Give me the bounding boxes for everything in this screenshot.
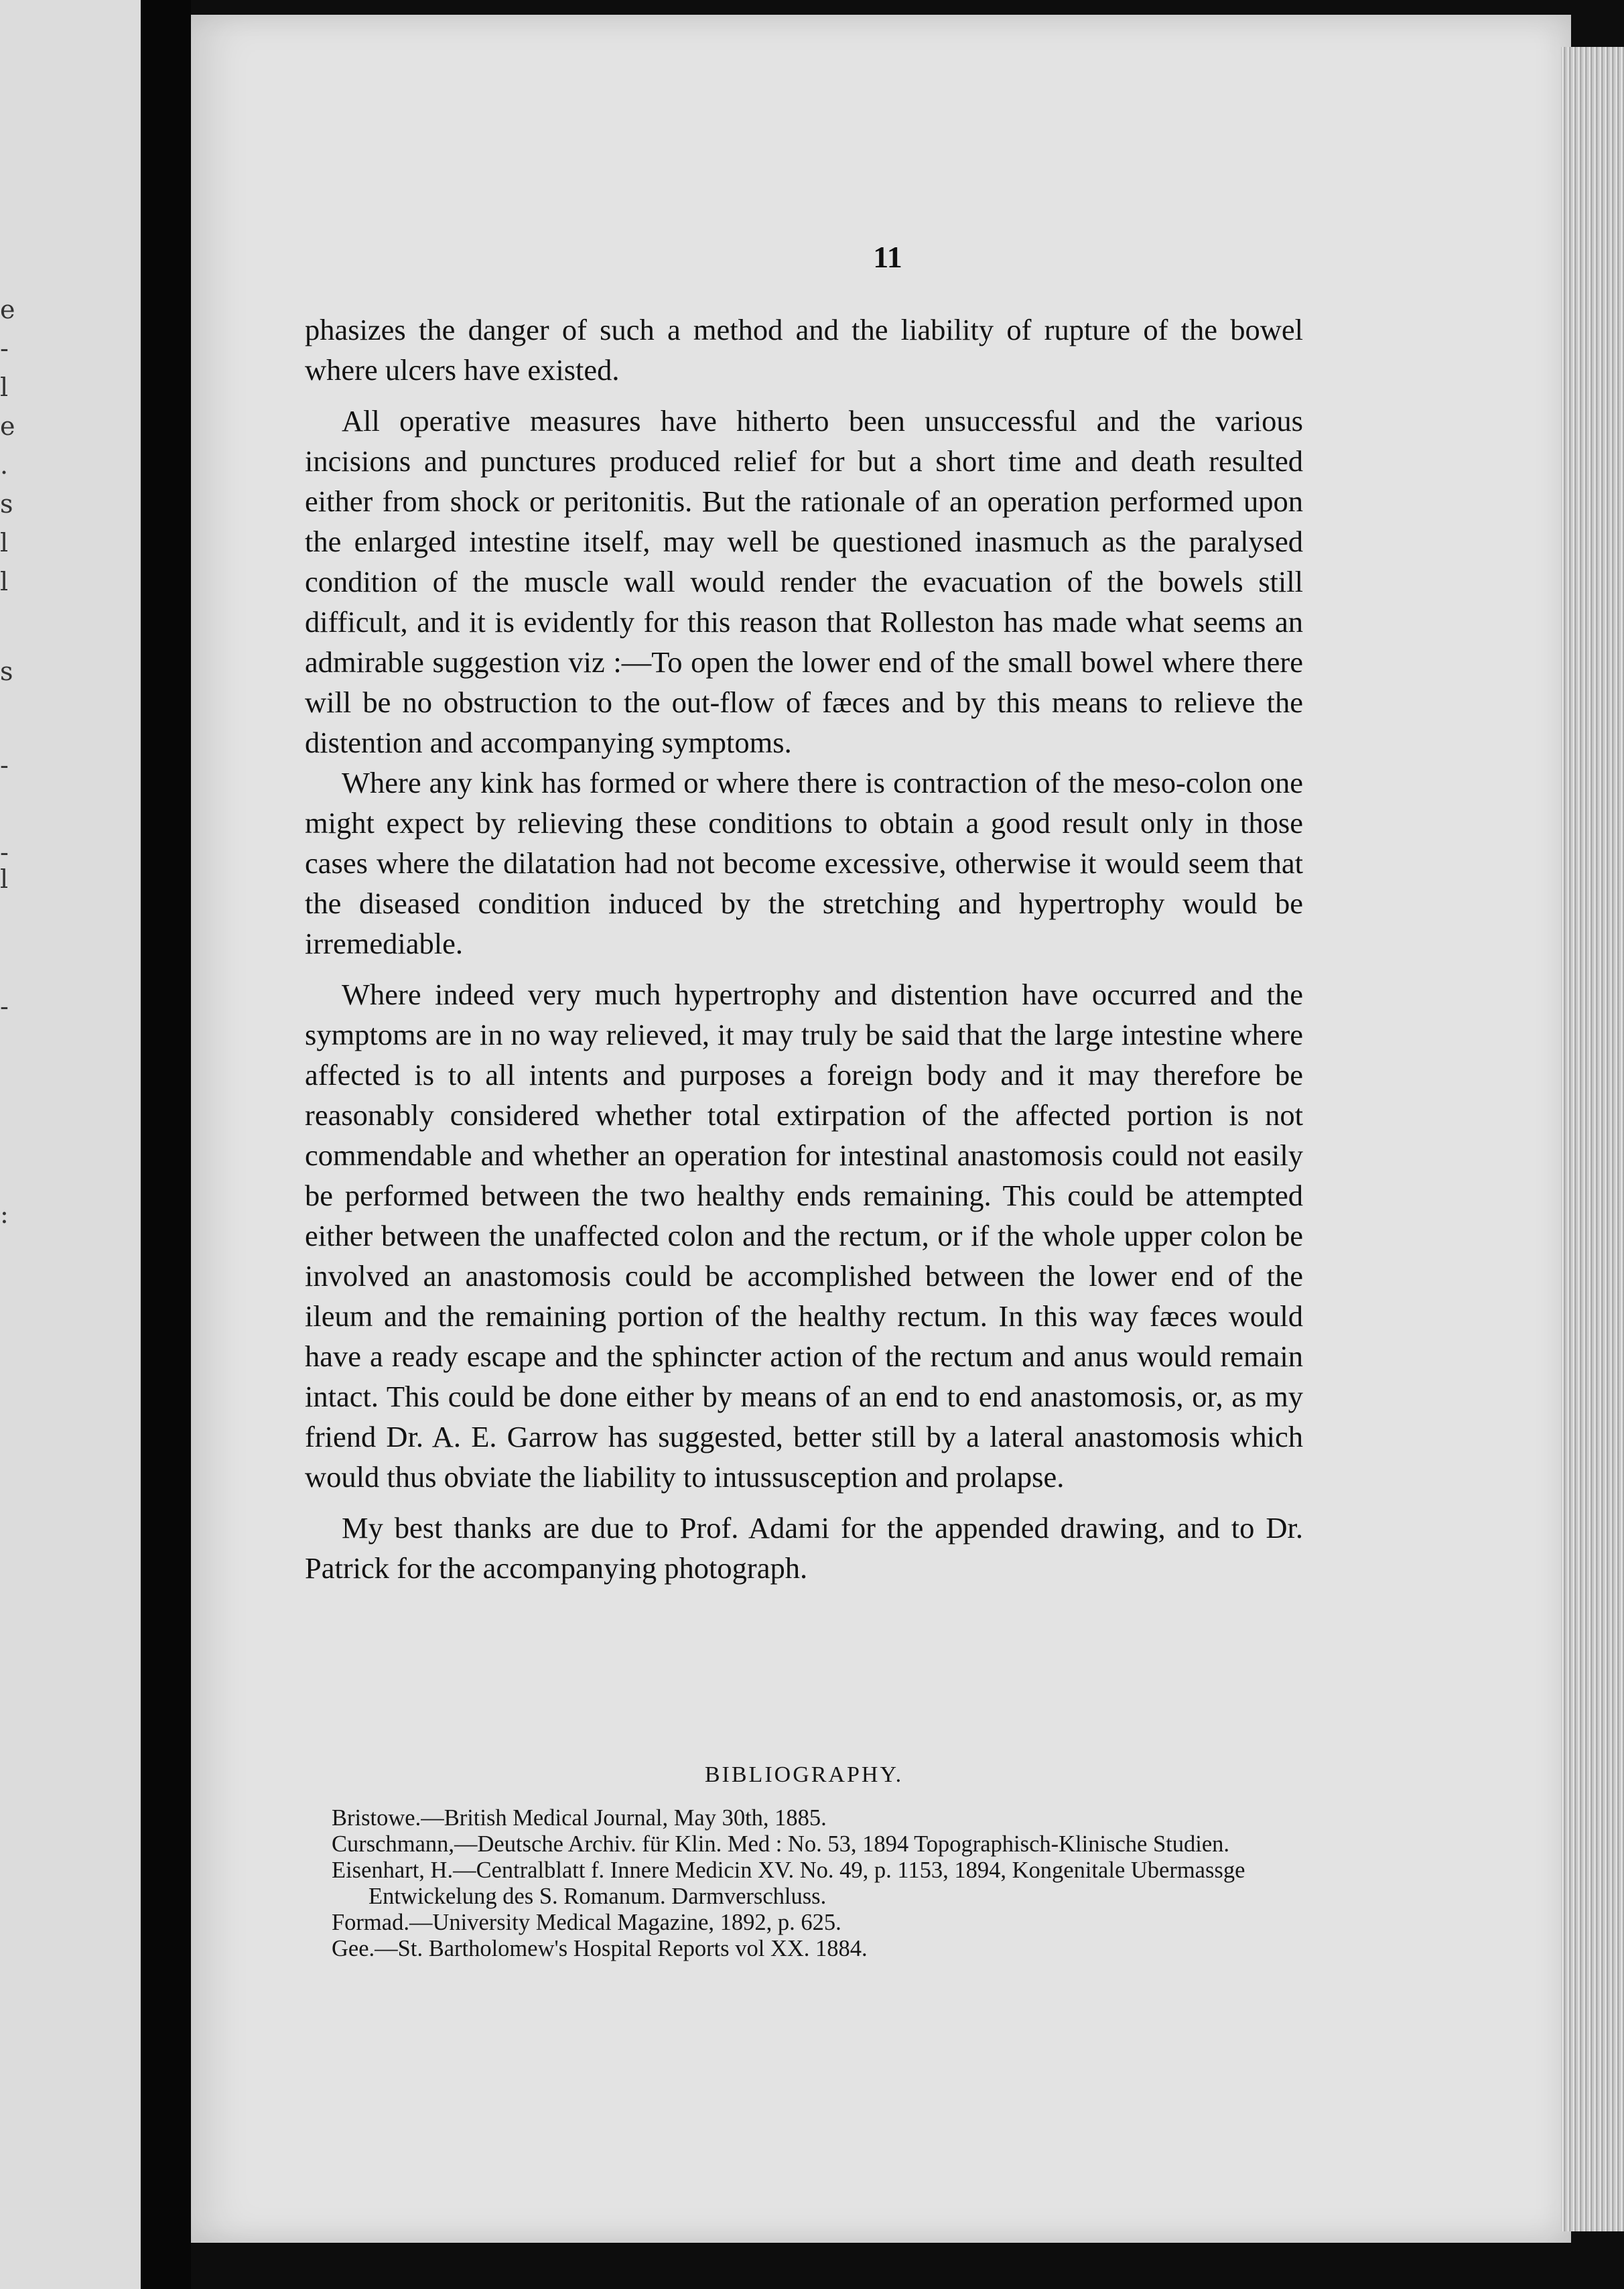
paragraph: All operative measures have hitherto been unsuccessful and the various incisions and punctures produced relief for but a short time and death resulted either from shock or peritonitis. But the rationale of an operation performed upon the enlarged intestine itself, may well be questioned inasmuch as the paralysed condition of the muscle wall would render the evacuation of the bowels still difficult, and it is evidently for this reason that Rolleston has made what seems an admirable suggestion viz :—To open the lower end of the small bowel where there will be no obstruction to the out-flow of fæces and by this means to relieve the distention and accompanying symptoms.: [305, 404, 1303, 759]
facing-page-fragment: -: [0, 838, 9, 867]
facing-page-fragment: l: [0, 528, 9, 558]
facing-page-fragment: l: [0, 373, 9, 402]
facing-page-fragment: e: [0, 295, 15, 324]
paragraph: Where indeed very much hypertrophy and distention have occurred and the symptoms are in no way relieved, it may truly be said that the large intestine where affected is to all intents and purposes a foreign body and it may therefore be reasonably considered whether total extirpation of the affected portion is not commendable and whether an operation for intestinal anastomosis could not easily be performed between the two healthy ends remaining. This could be attempted either between the unaffected colon and the rectum, or if the whole upper colon be involved an anastomosis could be accomplished between the lower end of the ileum and the remaining portion of the healthy rectum. In this way fæces would have a ready escape and the sphincter action of the rectum and anus would remain intact. This could be done either by means of an end to end anastomosis, or, as my friend Dr. A. E. Garrow has suggested, better still by a lateral anastomosis which would thus obviate the liability to intussusception and prolapse.: [305, 978, 1303, 1494]
book-page: [191, 15, 1571, 2243]
page-stack-edges: [1561, 47, 1624, 2231]
facing-page-fragment: e: [0, 411, 15, 441]
facing-page-margin: [0, 0, 141, 2289]
body-text: [305, 310, 1303, 1588]
facing-page-fragment: l: [0, 567, 9, 596]
facing-page-fragment: -: [0, 334, 9, 363]
page-number: 11: [873, 240, 902, 274]
paragraph: My best thanks are due to Prof. Adami for the appended drawing, and to Dr. Patrick for the accompanying photograph.: [305, 1511, 1303, 1585]
paragraph: Where any kink has formed or where there is contraction of the meso-colon one might expect by relieving these conditions to obtain a good result only in those cases where the dilatation had not become excessive, otherwise it would seem that the diseased condition induced by the stretching and hypertrophy would be irremediable.: [305, 766, 1303, 960]
facing-page-fragment: s: [0, 657, 13, 686]
facing-page-fragment: .: [0, 450, 9, 480]
bibliography-entry: Formad.—University Medical Magazine, 1892, p. 625.: [332, 1910, 841, 1935]
facing-page-fragment: -: [0, 992, 9, 1021]
bibliography-entry: Eisenhart, H.—Centralblatt f. Innere Medicin XV. No. 49, p. 1153, 1894, Kongenitale Ubermassge Entwickelung des S. Romanum. Darmverschluss.: [332, 1857, 1245, 1909]
bibliography-heading: BIBLIOGRAPHY.: [704, 1762, 904, 1787]
facing-page-fragment: -: [0, 750, 9, 780]
facing-page-fragment: s: [0, 489, 13, 519]
facing-page-fragment: :: [0, 1199, 9, 1229]
paragraph: phasizes the danger of such a method and the liability of rupture of the bowel where ulcers have existed.: [305, 313, 1303, 387]
bibliography-entry: Curschmann,—Deutsche Archiv. für Klin. Med : No. 53, 1894 Topographisch-Klinische Studien.: [332, 1831, 1230, 1857]
bibliography-entry: Bristowe.—British Medical Journal, May 30th, 1885.: [332, 1805, 827, 1831]
bibliography-list: [332, 1805, 1303, 1962]
facing-page-fragment: l: [0, 864, 9, 894]
bibliography-entry: Gee.—St. Bartholomew's Hospital Reports vol XX. 1884.: [332, 1936, 868, 1961]
binding-gutter: [141, 0, 191, 2289]
